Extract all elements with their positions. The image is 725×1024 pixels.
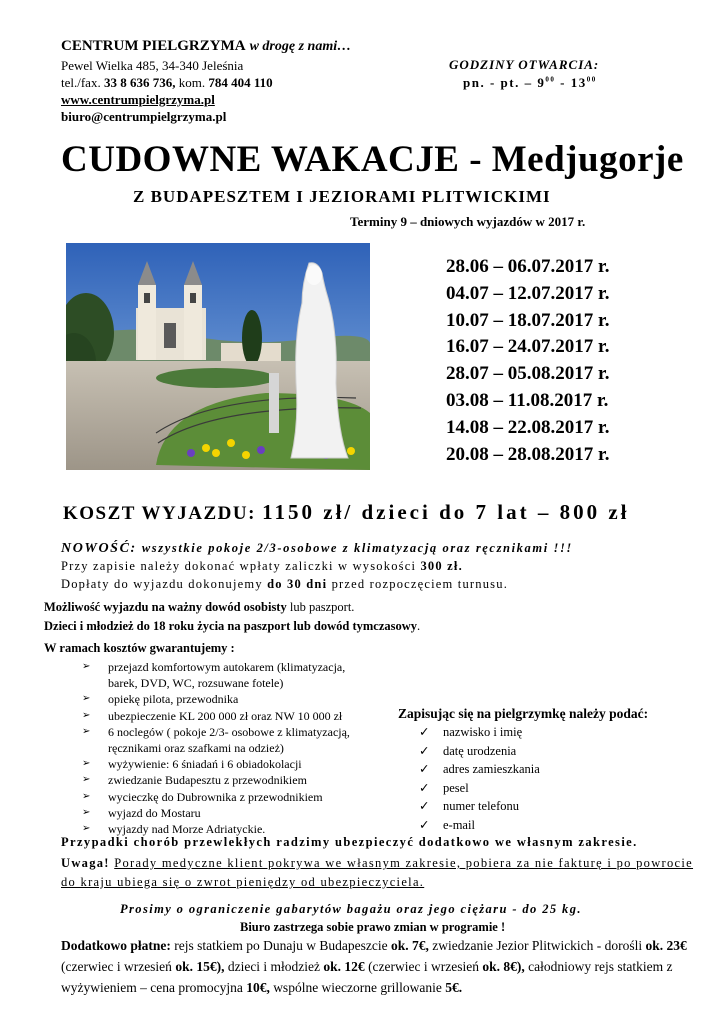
church-statue-illustration — [66, 243, 370, 470]
list-item: ➢ wycieczkę do Dubrownika z przewodnikiem — [82, 789, 323, 804]
date-item: 28.07 – 05.08.2017 r. — [446, 363, 610, 385]
arrow-bullet-icon: ➢ — [82, 709, 91, 721]
signup-list — [419, 723, 540, 834]
arrow-bullet-icon: ➢ — [82, 823, 91, 835]
changes-note: Biuro zastrzega sobie prawo zmian w programie ! — [240, 920, 506, 934]
hours-value: pn. - pt. – $9^{00} - 13^{00}$ — [463, 75, 597, 90]
signup-heading: Zapisując się na pielgrzymkę należy podać: — [398, 706, 649, 721]
arrow-bullet-icon: ➢ — [82, 693, 91, 705]
date-item: 10.07 – 18.07.2017 r. — [446, 309, 610, 331]
org-name: CENTRUM PIELGRZYMA — [61, 38, 246, 54]
check-icon: ✓ — [419, 780, 430, 795]
arrow-bullet-icon: ➢ — [82, 661, 91, 672]
arrow-bullet-icon: ➢ — [82, 774, 91, 786]
arrow-bullet-icon: ➢ — [82, 725, 91, 737]
kids-line: Dzieci i młodzież do 18 roku życia na paszport lub dowód tymczasowy. — [44, 619, 421, 633]
list-item: ✓ pesel — [419, 779, 540, 798]
novelty-line: NOWOŚĆ: wszystkie pokoje 2/3-osobowe z klimatyzacją oraz ręcznikami !!! — [61, 541, 573, 556]
cost-label: KOSZT WYJAZDU: — [63, 503, 256, 524]
list-item: ➢ opiekę pilota, przewodnika — [82, 692, 239, 707]
list-item: ➢ ubezpieczenie KL 200 000 zł oraz NW 10 000 zł — [82, 708, 343, 723]
guaranteed-list — [82, 659, 372, 837]
luggage-note: Prosimy o ograniczenie gabarytów bagażu oraz jego ciężaru - do 25 kg. — [120, 902, 582, 916]
website-link[interactable]: www.centrumpielgrzyma.pl — [61, 92, 215, 107]
dates-list — [446, 254, 609, 468]
list-item: ✓ e-mail — [419, 816, 540, 835]
medjugorje-photo — [66, 243, 370, 470]
guaranteed-heading: W ramach kosztów gwarantujemy : — [44, 641, 235, 655]
list-item: ✓ adres zamieszkania — [419, 760, 540, 779]
list-item: ➢ przejazd komfortowym autokarem (klimatyzacja, barek, DVD, WC, rozsuwane fotele) — [82, 660, 346, 691]
phone-line: tel./fax. 33 8 636 736, kom. 784 404 110 — [61, 75, 273, 90]
list-item: ➢ 6 noclegów ( pokoje 2/3- osobowe z klimatyzacją, ręcznikami oraz szafkami na odzież) — [82, 724, 350, 756]
cost-price: 1150 zł/ dzieci do 7 lat – 800 zł — [262, 500, 630, 524]
email-link[interactable]: biuro@centrumpielgrzyma.pl — [61, 109, 227, 124]
terms-line: Terminy 9 – dniowych wyjazdów w 2017 r. — [350, 214, 586, 229]
list-item: ✓ datę urodzenia — [419, 742, 540, 761]
check-icon: ✓ — [419, 817, 430, 832]
list-item: ➢ wyjazdy nad Morze Adriatyckie. — [82, 822, 266, 837]
list-item: ✓ numer telefonu — [419, 797, 540, 816]
insurance-note: Przypadki chorób przewlekłych radzimy ubezpieczyć dodatkowo we własnym zakresie. — [61, 835, 638, 849]
hours-label: GODZINY OTWARCIA: — [449, 57, 600, 72]
page-title: CUDOWNE WAKACJE - Medjugorje — [61, 139, 684, 180]
id-line: Możliwość wyjazdu na ważny dowód osobisty lub paszport. — [44, 600, 355, 614]
arrow-bullet-icon: ➢ — [82, 806, 91, 818]
check-icon: ✓ — [419, 799, 430, 813]
address: Pewel Wielka 485, 34-340 Jeleśnia — [61, 58, 244, 73]
deposit-line: Przy zapisie należy dokonać wpłaty zaliczki w wysokości 300 zł. — [61, 559, 463, 573]
surcharge-line: Dopłaty do wyjazdu dokonujemy do 30 dni przed rozpoczęciem turnusu. — [61, 577, 509, 591]
list-item: ➢ wyżywienie: 6 śniadań i 6 obiadokolacji — [82, 757, 302, 772]
arrow-bullet-icon: ➢ — [82, 790, 91, 802]
org-motto: w drogę z nami… — [249, 39, 352, 54]
list-item: ➢ zwiedzanie Budapesztu z przewodnikiem — [82, 773, 307, 788]
date-item: 28.06 – 06.07.2017 r. — [446, 256, 610, 277]
list-item: ➢ wyjazd do Mostaru — [82, 805, 201, 820]
page-subtitle: Z BUDAPESZTEM I JEZIORAMI PLITWICKIMI — [133, 187, 551, 206]
date-item: 14.08 – 22.08.2017 r. — [446, 416, 610, 438]
arrow-bullet-icon: ➢ — [82, 758, 91, 770]
date-item: 16.07 – 24.07.2017 r. — [446, 336, 610, 358]
check-icon: ✓ — [419, 725, 430, 739]
list-item: ✓ nazwisko i imię — [419, 723, 540, 742]
date-item: 20.08 – 28.08.2017 r. — [446, 443, 610, 465]
cost-line — [63, 500, 629, 525]
extra-costs: Dodatkowo płatne: rejs statkiem po Dunaju w Budapeszcie ok. 7€, zwiedzanie Jezior Plitwickich - dorośli ok. 23€ (czerwiec i wrzesień ok. 15€), dzieci i młodzież ok. 12€ (czerwiec i wrzesień ok. 8€), całodniowy rejs statkiem z wyżywieniem – cena promocyjna 10€, wspólne wieczorne grillowanie 5€. — [61, 938, 687, 995]
date-item: 03.08 – 11.08.2017 r. — [446, 389, 609, 411]
check-icon: ✓ — [419, 762, 430, 776]
check-icon: ✓ — [419, 743, 430, 758]
warning-note: Uwaga! Porady medyczne klient pokrywa we własnym zakresie, pobiera za nie fakturę i po powrocie do kraju ubiega się o zwrot pieniędzy od ubezpieczyciela. — [61, 856, 694, 889]
date-item: 04.07 – 12.07.2017 r. — [446, 282, 610, 304]
